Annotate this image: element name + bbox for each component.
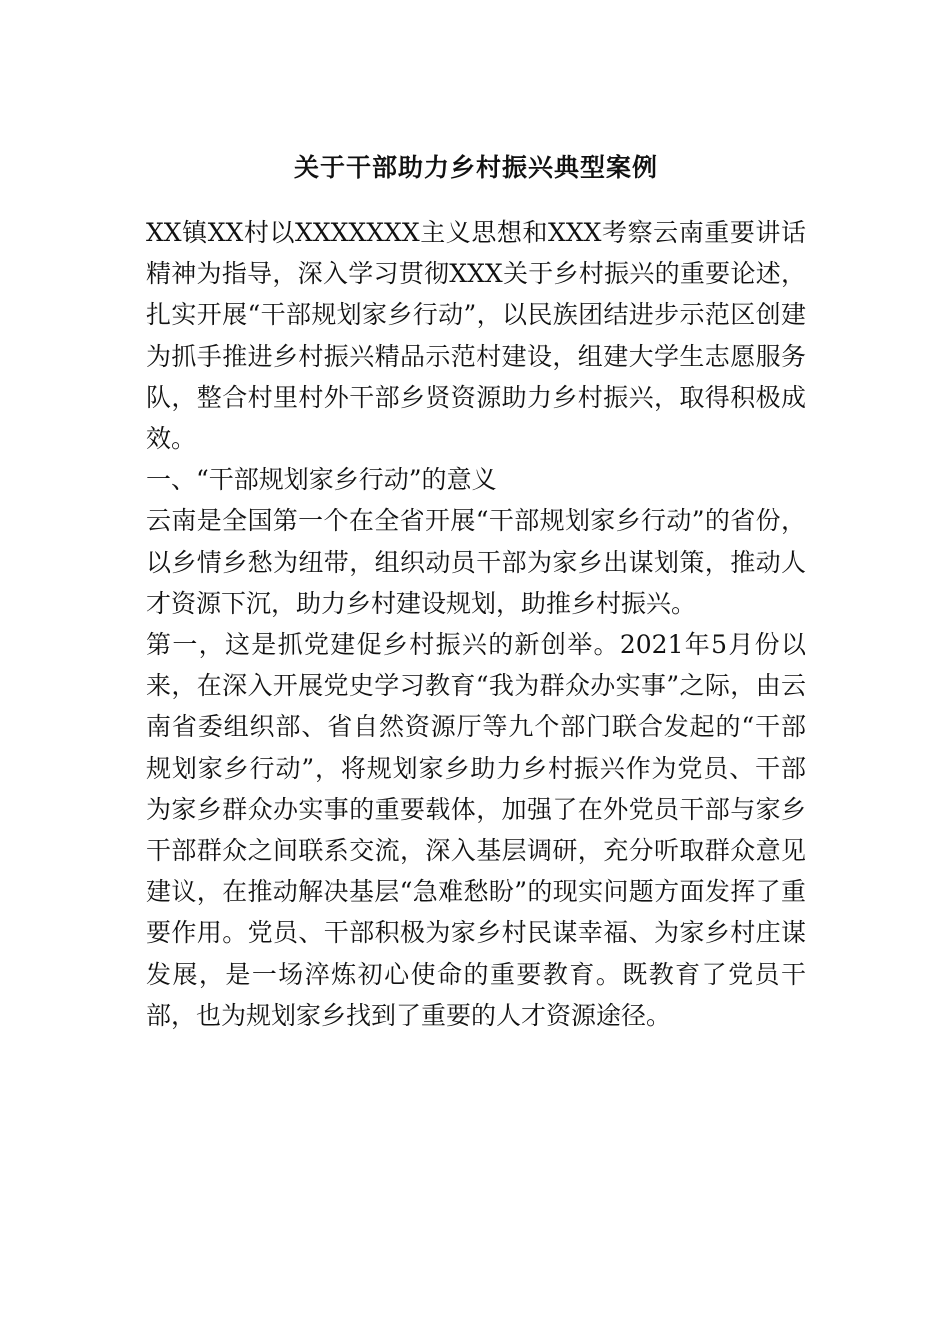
document-body	[146, 148, 806, 1036]
document-title: 关于干部助力乡村振兴典型案例	[293, 153, 658, 182]
body-paragraph-2: 第一，这是抓党建促乡村振兴的新创举。2021年5月份以来，在深入开展党史学习教育“我为群众办实事”之际，由云南省委组织部、省自然资源厅等九个部门联合发起的“干部规划家乡行动”，将规划家乡助力乡村振兴作为党员、干部为家乡群众办实事的重要载体，加强了在外党员干部与家乡干部群众之间联系交流，深入基层调研，充分听取群众意见建议，在推动解决基层“急难愁盼”的现实问题方面发挥了重要作用。党员、干部积极为家乡村民谋幸福、为家乡村庄谋发展，是一场淬炼初心使命的重要教育。既教育了党员干部，也为规划家乡找到了重要的人才资源途径。	[146, 630, 806, 1030]
body-paragraph-1: 云南是全国第一个在全省开展“干部规划家乡行动”的省份，以乡情乡愁为纽带，组织动员干部为家乡出谋划策，推动人才资源下沉，助力乡村建设规划，助推乡村振兴。	[146, 506, 806, 618]
intro-paragraph: XX镇XX村以XXXXXXX主义思想和XXX考察云南重要讲话精神为指导，深入学习贯彻XXX关于乡村振兴的重要论述，扎实开展“干部规划家乡行动”，以民族团结进步示范区创建为抓手推进乡村振兴精品示范村建设，组建大学生志愿服务队，整合村里村外干部乡贤资源助力乡村振兴，取得积极成效。	[146, 218, 806, 454]
section-heading: 一、“干部规划家乡行动”的意义	[146, 465, 497, 495]
